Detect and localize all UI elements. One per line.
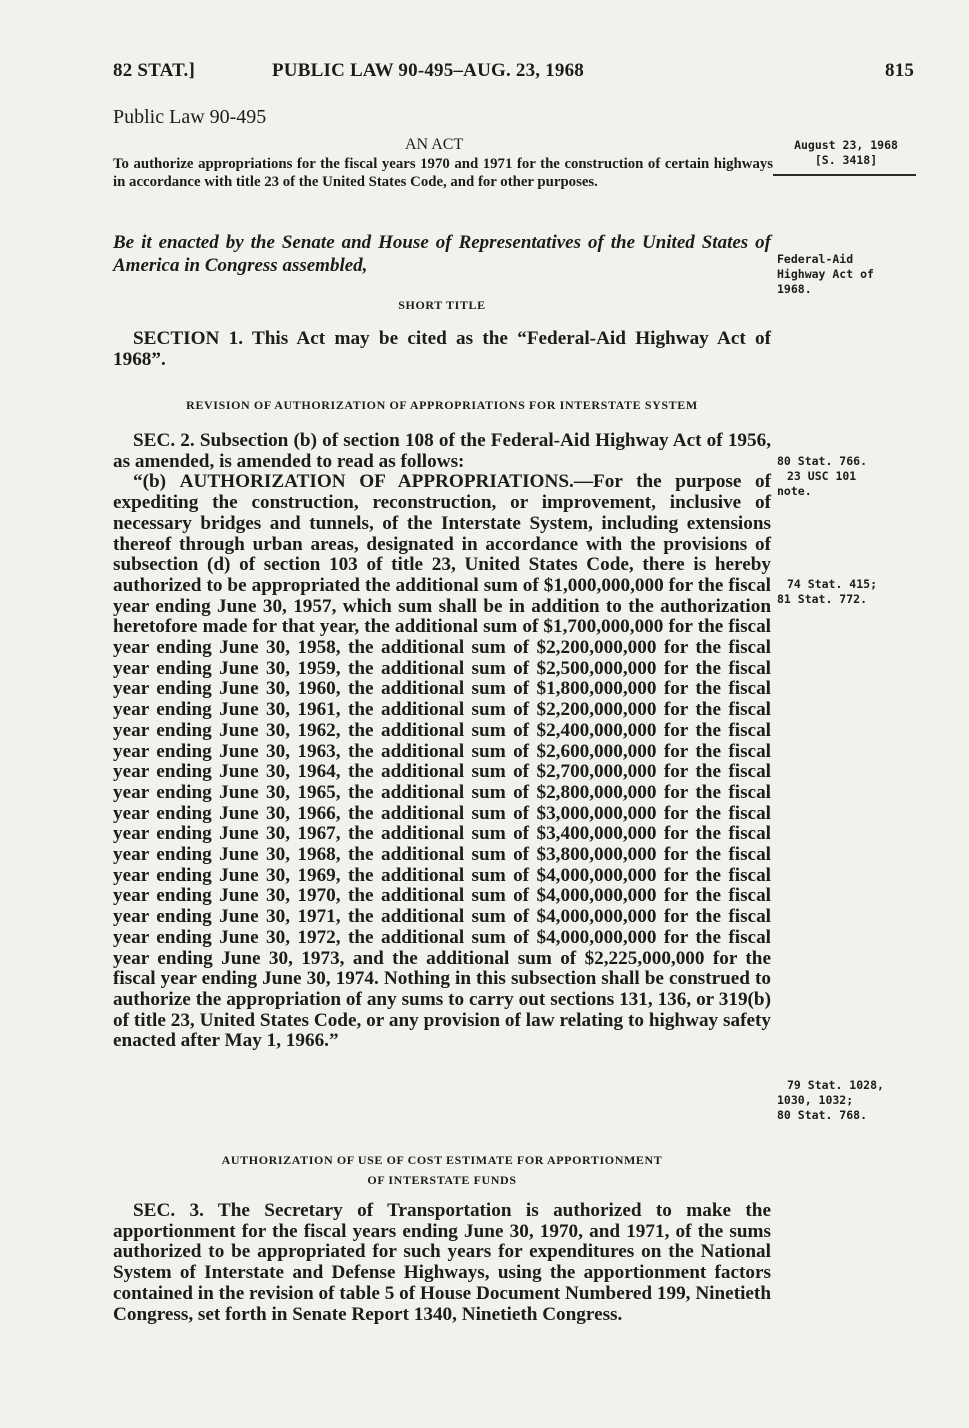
margin-note-ref-1 [777, 454, 897, 499]
short-title-heading: SHORT TITLE [398, 298, 486, 312]
public-law-title: Public Law 90-495 [113, 106, 267, 128]
section-3-text: The Secretary of Transportation is authorized to make the apportionment for the fiscal years ending June 30, 1970, and 1971, of the sums authorized to be appropriated for such years for expenditures on the National System of Interstate and Defense Highways, using the apportionment factors contained in the revision of table 5 of House Document Numbered 199, Ninetieth Congress, set forth in Senate Report 1340, Ninetieth Congress. [113, 1200, 771, 1325]
purpose-clause: To authorize appropriations for the fiscal years 1970 and 1971 for the construction of certain highways in accordance with title 23 of the United States Code, and for other purposes. [113, 156, 773, 190]
margin-line: 1030, 1032; [777, 1093, 854, 1107]
section-1-paragraph [113, 329, 771, 370]
margin-line: Federal-Aid [777, 252, 854, 266]
stat-reference: 82 STAT.] [113, 60, 196, 81]
margin-line: 80 Stat. 768. [777, 1108, 868, 1122]
section-2-intro [113, 431, 771, 472]
subsection-b-label: AUTHORIZATION OF APPROPRIATIONS. [179, 471, 574, 493]
margin-line: 74 Stat. 415; [787, 577, 878, 591]
enactment-date: August 23, 1968 [794, 138, 898, 152]
subsection-b-prefix: “(b) [133, 471, 180, 493]
section-3-paragraph [113, 1201, 771, 1325]
page-number: 815 [885, 60, 915, 81]
act-label: AN ACT [405, 136, 464, 153]
margin-note-ref-2 [777, 577, 897, 607]
subsection-b [113, 472, 771, 1052]
section-2-intro-text: Subsection (b) of section 108 of the Federal-Aid Highway Act of 1956, as amended, is amended to read as follows: [113, 430, 772, 472]
margin-note-date [786, 138, 906, 168]
section-3-heading-line: AUTHORIZATION OF USE OF COST ESTIMATE FOR APPORTIONMENT [221, 1153, 663, 1167]
section-1-text: This Act may be cited as the “Federal-Aid Highway Act of 1968”. [113, 328, 771, 370]
margin-line: 1968. [777, 282, 812, 296]
subsection-b-text: —For the purpose of expediting the construction, reconstruction, or improvement, inclusive of necessary bridges and tunnels, of the Interstate System, including extensions thereof through urban areas, designated in accordance with the provisions of subsection (d) of section 103 of title 23, United States Code, there is hereby authorized to be appropriated the additional sum of $1,000,000,000 for the fiscal year ending June 30, 1957, which sum shall be in addition to the authorization heretofore made for that year, the additional sum of $1,700,000,000 for the fiscal year ending June 30, 1958, the additional sum of $2,200,000,000 for the fiscal year ending June 30, 1959, the additional sum of $2,500,000,000 for the fiscal year ending June 30, 1960, the additional sum of $1,800,000,000 for the fiscal year ending June 30, 1961, the additional sum of $2,200,000,000 for the fiscal year ending June 30, 1962, the additional sum of $2,400,000,000 for the fiscal year ending June 30, 1963, the additional sum of $2,600,000,000 for the fiscal year ending June 30, 1964, the additional sum of $2,700,000,000 for the fiscal year ending June 30, 1965, the additional sum of $2,800,000,000 for the fiscal year ending June 30, 1966, the additional sum of $3,000,000,000 for the fiscal year ending June 30, 1967, the additional sum of $3,400,000,000 for the fiscal year ending June 30, 1968, the additional sum of $3,800,000,000 for the fiscal year ending June 30, 1969, the additional sum of $4,000,000,000 for the fiscal year ending June 30, 1970, the additional sum of $4,000,000,000 for the fiscal year ending June 30, 1971, the additional sum of $4,000,000,000 for the fiscal year ending June 30, 1972, the additional sum of $4,000,000,000 for the fiscal year ending June 30, 1973, and the additional sum of $2,225,000,000 for the fiscal year ending June 30, 1974. Nothing in this subsection shall be construed to authorize the appropriation of any sums to carry out sections 131, 136, or 319(b) of title 23, United States Code, or any provision of law relating to highway safety enacted after May 1, 1966.” [113, 471, 772, 1052]
margin-note-ref-3 [777, 1078, 907, 1123]
margin-line: Highway Act of [777, 267, 874, 281]
section-2-paragraph [113, 431, 771, 1052]
section-3-heading [113, 1150, 771, 1190]
margin-line: 23 USC 101 [787, 469, 857, 483]
margin-divider [773, 174, 916, 176]
bill-number: [S. 3418] [814, 153, 878, 167]
section-2-label: SEC. 2. [133, 430, 195, 451]
margin-line: 81 Stat. 772. [777, 592, 868, 606]
section-3-heading-line: OF INTERSTATE FUNDS [367, 1173, 517, 1187]
margin-line: 79 Stat. 1028, [787, 1078, 884, 1092]
margin-note-short-title [777, 252, 897, 297]
section-2-heading: REVISION OF AUTHORIZATION OF APPROPRIATIONS FOR INTERSTATE SYSTEM [186, 398, 698, 412]
section-1-label: SECTION 1. [133, 328, 244, 349]
enacting-clause: Be it enacted by the Senate and House of Representatives of the United States of America in Congress assembled, [113, 232, 771, 276]
margin-line: note. [777, 484, 812, 498]
running-header-title: PUBLIC LAW 90-495–AUG. 23, 1968 [272, 60, 584, 81]
section-3-label: SEC. 3. [133, 1200, 204, 1221]
margin-line: 80 Stat. 766. [777, 454, 868, 468]
